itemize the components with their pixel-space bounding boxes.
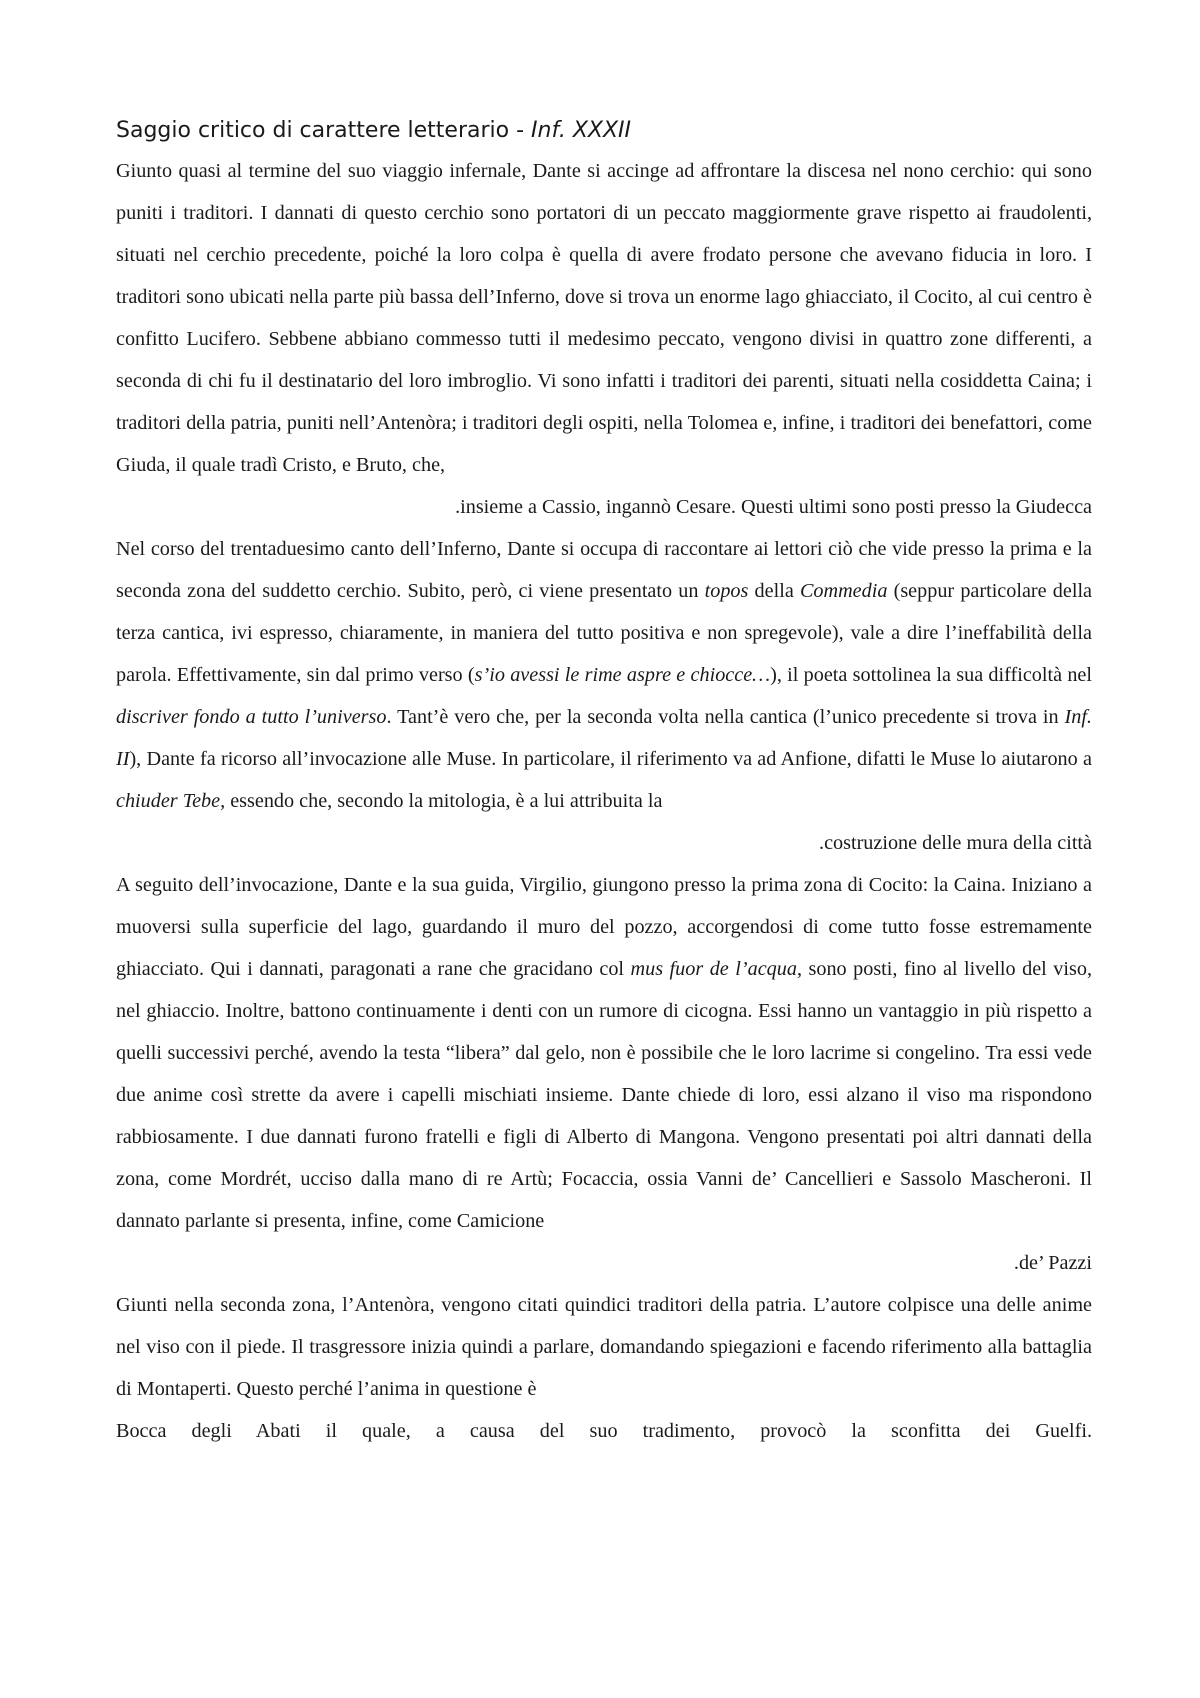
paragraph-2-italic-4: discriver fondo a tutto l’universo bbox=[116, 706, 387, 728]
paragraph-3-text-b: , sono posti, fino al livello del viso, nel ghiaccio. Inoltre, battono continuamente i denti con un rumore di cicogna. Essi hanno un vantaggio in più rispetto a quelli successivi perché, avendo la testa “libera” dal gelo, non è possibile che le loro lacrime si congelino. Tra essi vede due anime così strette da avere i capelli mischiati insieme. Dante chiede di loro, essi alzano il viso ma rispondono rabbiosamente. I due dannati furono fratelli e figli di Alberto di Mangona. Vengono presentati poi altri dannati della zona, come Mordrét, ucciso dalla mano di re Artù; Focaccia, ossia Vanni de’ Cancellieri e Sassolo Mascheroni. Il dannato parlante si presenta, infine, come Camicione bbox=[116, 958, 1092, 1232]
paragraph-2-text-g: essendo che, secondo la mitologia, è a lui attribuita la bbox=[225, 790, 663, 812]
title-reference: Inf. XXXII bbox=[531, 118, 632, 143]
document-page bbox=[116, 112, 1092, 1452]
paragraph-1-body: Giunto quasi al termine del suo viaggio infernale, Dante si accinge ad affrontare la discesa nel nono cerchio: qui sono puniti i traditori. I dannati di questo cerchio sono portatori di un peccato maggiormente grave rispetto ai fraudolenti, situati nel cerchio precedente, poiché la loro colpa è quella di avere frodato persone che avevano fiducia in loro. I traditori sono ubicati nella parte più bassa dell’Inferno, dove si trova un enorme lago ghiacciato, il Cocito, al cui centro è confitto Lucifero. Sebbene abbiano commesso tutti il medesimo peccato, vengono divisi in quattro zone differenti, a seconda di chi fu il destinatario del loro imbroglio. Vi sono infatti i traditori dei parenti, situati nella cosiddetta Caina; i traditori della patria, puniti nell’Antenòra; i traditori degli ospiti, nella Tolomea e, infine, i traditori dei benefattori, come Giuda, il quale tradì Cristo, e Bruto, che, bbox=[116, 160, 1092, 476]
paragraph-2-italic-6: chiuder Tebe, bbox=[116, 790, 226, 812]
paragraph-3-end: .de’ Pazzi bbox=[1013, 1252, 1092, 1274]
paragraph-4-body: Giunti nella seconda zona, l’Antenòra, vengono citati quindici traditori della patria. L’autore colpisce una delle anime nel viso con il piede. Il trasgressore inizia quindi a parlare, domandando spiegazioni e facendo riferimento alla battaglia di Montaperti. Questo perché l’anima in questione è bbox=[116, 1294, 1092, 1400]
paragraph-4-last-line: Bocca degli Abati il quale, a causa del suo tradimento, provocò la sconfitta dei Guelfi. bbox=[116, 1420, 1092, 1442]
paragraph-3-text-a: A seguito dell’invocazione, Dante e la sua guida, Virgilio, giungono presso la prima zona di Cocito: la Caina. Iniziano a muoversi sulla superficie del lago, guardando il muro del pozzo, accorgendosi di come tutto fosse estremamente ghiacciato. Qui i dannati, paragonati a rane che gracidano col bbox=[116, 874, 1092, 980]
paragraph-2-text-a: Nel corso del trentaduesimo canto dell’Inferno, Dante si occupa di raccontare ai lettori ciò che vide presso la prima e la seconda zona del suddetto cerchio. Subito, però, ci viene presentato un bbox=[116, 538, 1092, 602]
paragraph-2-italic-2: Commedia bbox=[799, 580, 888, 602]
paragraph-1-end: .insieme a Cassio, ingannò Cesare. Questi ultimi sono posti presso la Giudecca bbox=[455, 496, 1092, 518]
paragraph-2-italic-5: Inf. II bbox=[116, 706, 1092, 770]
paragraph-4 bbox=[116, 1284, 1092, 1452]
paragraph-2-italic-3: s’io avessi le rime aspre e chiocce… bbox=[474, 664, 771, 686]
paragraph-3 bbox=[116, 864, 1092, 1284]
paragraph-2-end: .costruzione delle mura della città bbox=[819, 832, 1092, 854]
paragraph-2-text-e: . Tant’è vero che, per la seconda volta nella cantica (l’unico precedente si trova in bbox=[386, 706, 1065, 728]
title-text: Saggio critico di carattere letterario - bbox=[116, 118, 532, 143]
paragraph-2-text-f: ), Dante fa ricorso all’invocazione alle Muse. In particolare, il riferimento va ad Anfione, difatti le Muse lo aiutarono a bbox=[129, 748, 1092, 770]
paragraph-2 bbox=[116, 528, 1092, 864]
document-title bbox=[116, 112, 1092, 150]
paragraph-2-text-d: ), il poeta sottolinea la sua difficoltà nel bbox=[770, 664, 1092, 686]
paragraph-1 bbox=[116, 150, 1092, 528]
paragraph-3-italic-1: mus fuor de l’acqua bbox=[630, 958, 797, 980]
paragraph-2-text-c: (seppur particolare della terza cantica, ivi espresso, chiaramente, in maniera del tutto positiva e non spregevole), vale a dire l’ineffabilità della parola. Effettivamente, sin dal primo verso ( bbox=[116, 580, 1093, 686]
paragraph-2-italic-1: topos bbox=[704, 580, 749, 602]
paragraph-2-text-b: della bbox=[748, 580, 800, 602]
